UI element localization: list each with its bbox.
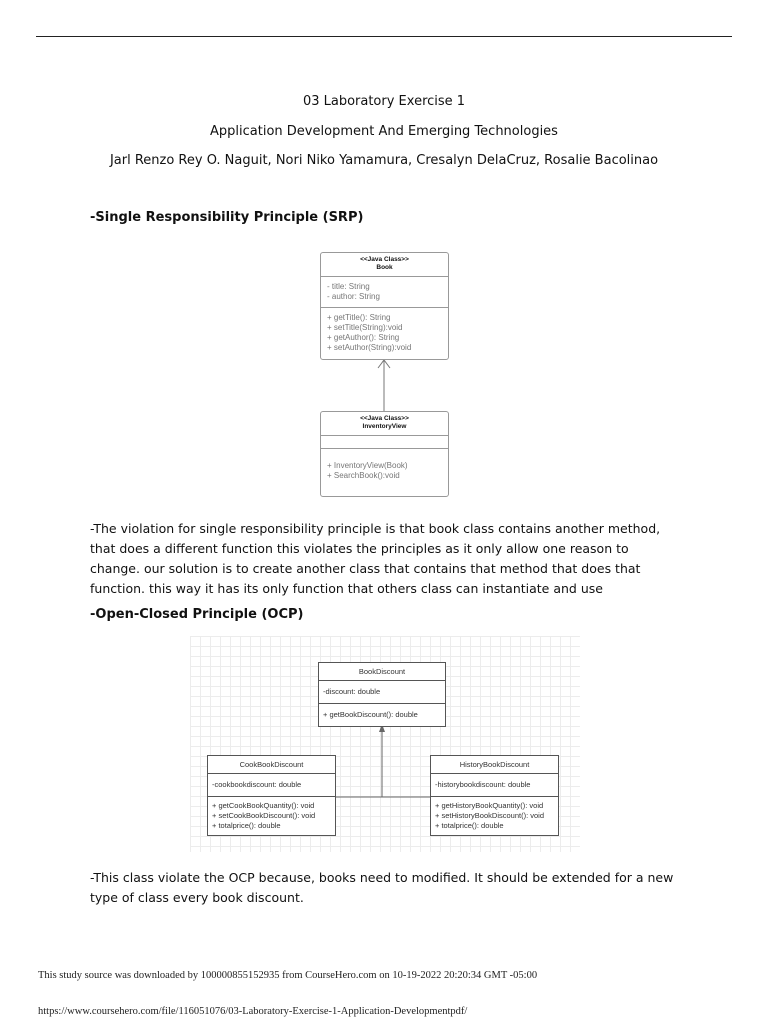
source-notice: This study source was downloaded by 100000855152935 from CourseHero.com on 10-19-2022 20:20:34 GMT -05:00 [38, 970, 538, 981]
inventory-method: + SearchBook():void [327, 471, 400, 480]
book-stereotype: <<Java Class>> [360, 256, 409, 263]
document-authors: Jarl Renzo Rey O. Naguit, Nori Niko Yamamura, Cresalyn DelaCruz, Rosalie Bacolinao [109, 153, 659, 168]
book-method: + setTitle(String):void [327, 323, 403, 332]
cook-method: + totalprice(): double [212, 821, 281, 830]
book-attribute: - author: String [327, 292, 380, 301]
cook-method: + getCookBookQuantity(): void [212, 801, 315, 810]
history-method: + totalprice(): double [435, 821, 504, 830]
ocp-heading: -Open-Closed Principle (OCP) [90, 607, 304, 622]
document-subtitle: Application Development And Emerging Technologies [210, 124, 558, 139]
cook-book-discount-name: CookBookDiscount [208, 756, 335, 774]
book-method: + getTitle(): String [327, 313, 391, 322]
history-book-discount-name: HistoryBookDiscount [431, 756, 558, 774]
inventory-stereotype: <<Java Class>> [360, 415, 409, 422]
book-discount-method: + getBookDiscount(): double [323, 710, 418, 719]
book-discount-name: BookDiscount [319, 663, 445, 681]
source-url[interactable]: https://www.coursehero.com/file/116051076/03-Laboratory-Exercise-1-Application-Developmentpdf/ [38, 1006, 468, 1017]
inventory-class-name: InventoryView [362, 423, 407, 430]
book-method: + setAuthor(String):void [327, 343, 412, 352]
book-class-name: Book [376, 264, 393, 271]
srp-heading: -Single Responsibility Principle (SRP) [90, 210, 364, 225]
inventory-method: + InventoryView(Book) [327, 461, 408, 470]
history-method: + getHistoryBookQuantity(): void [435, 801, 544, 810]
book-method: + getAuthor(): String [327, 333, 400, 342]
book-discount-attribute: -discount: double [323, 687, 381, 696]
cook-book-discount-class [207, 755, 336, 836]
document-title: 03 Laboratory Exercise 1 [302, 94, 466, 109]
history-method: + setHistoryBookDiscount(): void [435, 811, 544, 820]
cook-attribute: -cookbookdiscount: double [212, 780, 302, 789]
book-discount-class [318, 662, 446, 727]
book-attribute: - title: String [327, 282, 370, 291]
srp-paragraph: -The violation for single responsibility principle is that book class contains another method, that does a different function this violates the principles as it only allow one reason to change. our solution is to create another class that contains that method that does that function. this way it has its only function that others class can instantiate and use [90, 521, 661, 596]
history-attribute: -historybookdiscount: double [435, 780, 531, 789]
cook-method: + setCookBookDiscount(): void [212, 811, 316, 820]
history-book-discount-class [430, 755, 559, 836]
ocp-paragraph: -This class violate the OCP because, books need to modified. It should be extended for a new type of class every book discount. [90, 870, 674, 905]
